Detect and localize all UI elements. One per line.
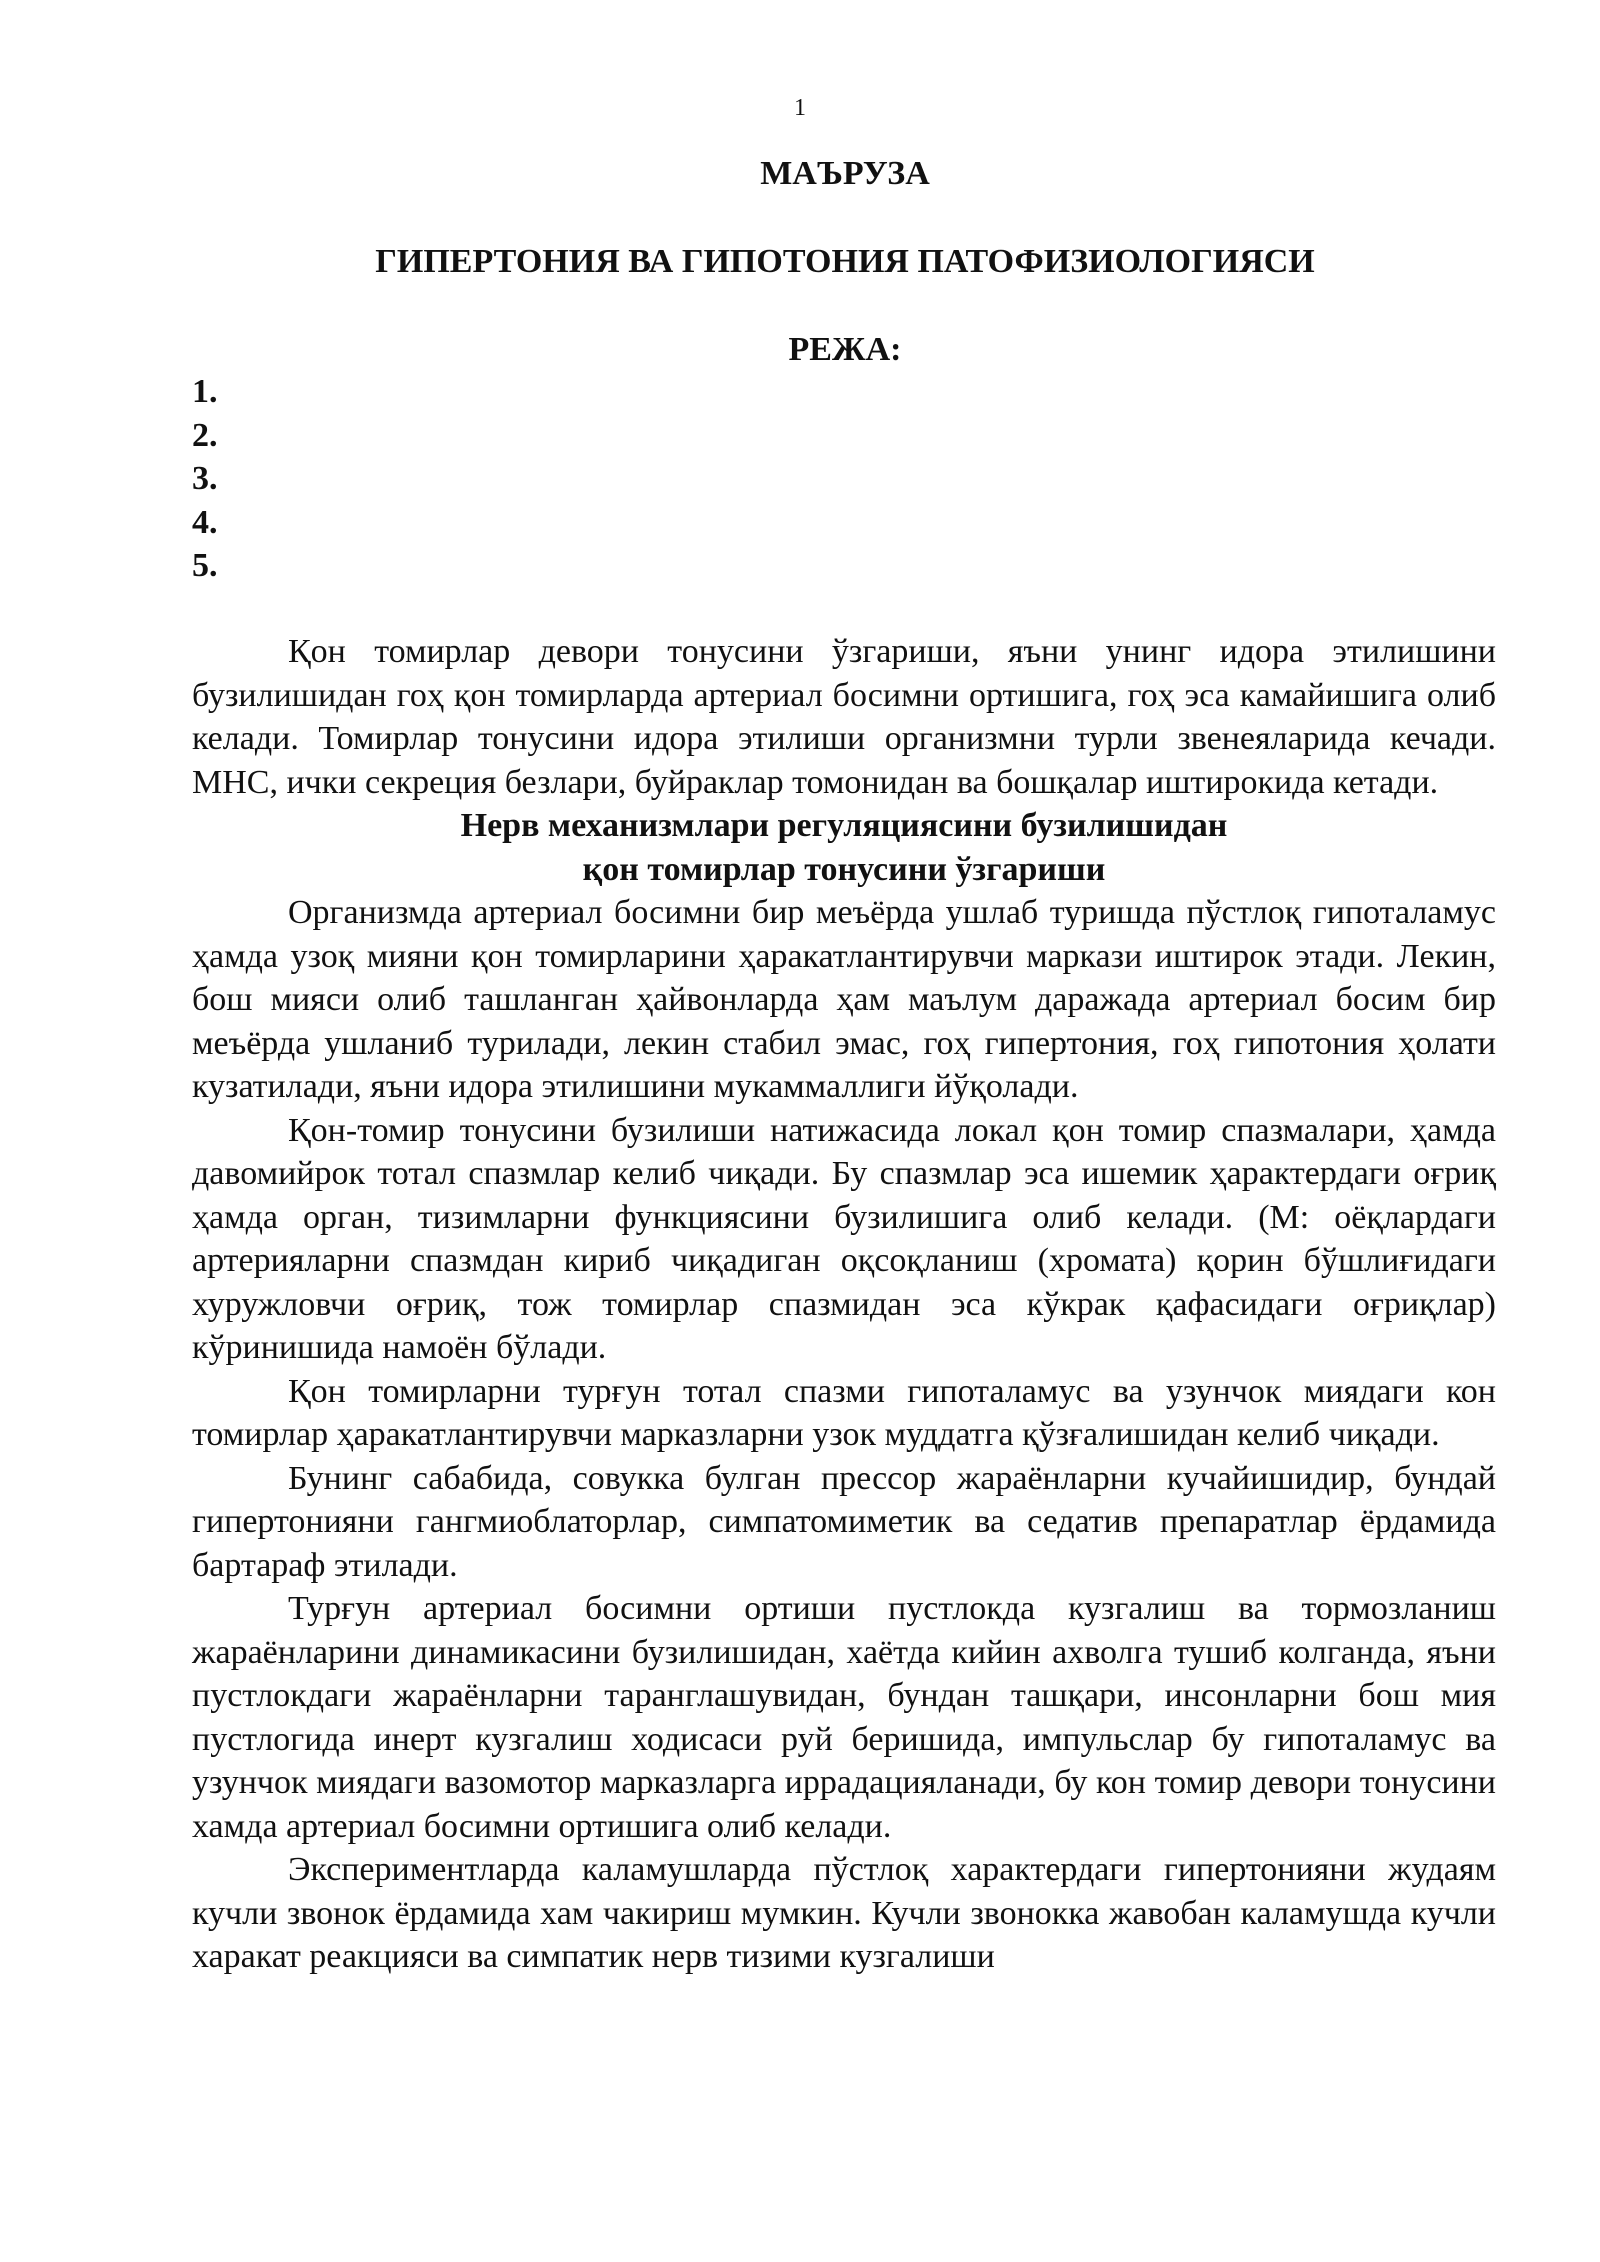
plan-item: 4. <box>192 503 218 541</box>
body-paragraph: Турғун артериал босимни ортиши пустлокда кузгалиш ва тормозланиш жараёнларини динамикасини бузилишидан, хаётда кийин ахволга тушиб колганда, яъни пустлокдаги жараёнларни таранглашувидан, бундан ташқари, инсонларни бош мия пустлогида инерт кузгалиш ходисаси руй беришида, импульслар бу гипоталамус ва узунчок миядаги вазомотор марказларга иррадацияланади, бу кон томир девори тонусини хамда артериал босимни ортишига олиб келади. <box>192 1590 1496 1845</box>
section-heading-line: қон томирлар тонусини ўзгариши <box>582 850 1106 888</box>
plan-item: 3. <box>192 460 218 497</box>
body-paragraph: Экспериментларда каламушларда пўстлоқ характердаги гипертонияни жудаям кучли звонок ёрдамида хам чакириш мумкин. Кучли звонокка жавобан каламушда кучли харакат реакцияси ва симпатик нерв тизими кузгалиши <box>192 1851 1496 1975</box>
plan-heading: РЕЖА: <box>788 331 902 368</box>
intro-paragraph: Қон томирлар девори тонусини ўзгариши, яъни унинг идора этилишини бузилишидан гоҳ қон томирларда артериал босимни ортишига, гоҳ эса камайишига олиб келади. Томирлар тонусини идора этилиши организмни турли звенеяларида кечади. МНС, ички секреция безлари, буйраклар томонидан ва бошқалар иштирокида кетади. <box>192 633 1496 801</box>
body-paragraph: Организмда артериал босимни бир меъёрда ушлаб туришда пўстлоқ гипоталамус ҳамда узоқ мияни қон томирларини ҳаракатлантирувчи маркази иштирок этади. Лекин, бош мияси олиб ташланган ҳайвонларда ҳам маълум даражада артериал босим бир меъёрда ушланиб турилади, лекин стабил эмас, гоҳ гипертония, гоҳ гипотония ҳолати кузатилади, яъни идора этилишини мукаммаллиги йўқолади. <box>192 894 1496 1105</box>
plan-item: 1. <box>192 373 218 410</box>
page-number: 1 <box>794 95 806 121</box>
plan-item: 2. <box>192 416 218 454</box>
plan-item: 5. <box>192 547 218 584</box>
lecture-title: МАЪРУЗА <box>760 155 930 192</box>
body-text <box>192 630 1496 1979</box>
section-heading <box>192 804 1496 891</box>
body-paragraph: Қон томирларни турғун тотал спазми гипоталамус ва узунчок миядаги кон томирлар ҳаракатлантирувчи марказларни узок муддатга қўзғалишидан келиб чиқади. <box>192 1372 1496 1453</box>
body-paragraph: Қон-томир тонусини бузилиши натижасида локал қон томир спазмалари, ҳамда давомийрок тотал спазмлар келиб чиқади. Бу спазмлар эса ишемик ҳарактердаги оғриқ ҳамда орган, тизимларни функциясини бузилишига олиб келади. (М: оёқлардаги артерияларни спазмдан кириб чиқадиган оқсоқланиш (хромата) қорин бўшлиғидаги хуружловчи оғриқ, тож томирлар спазмидан эса кўкрак қафасидаги оғриқлар) кўринишида намоён бўлади. <box>192 1111 1496 1366</box>
section-heading-line: Нерв механизмлари регуляциясини бузилишидан <box>460 807 1228 844</box>
lecture-subtitle: ГИПЕРТОНИЯ ВА ГИПОТОНИЯ ПАТОФИЗИОЛОГИЯСИ <box>375 243 1315 280</box>
plan-list <box>192 370 218 588</box>
body-paragraph: Бунинг сабабида, совукка булган прессор жараёнларни кучайишидир, бундай гипертонияни гангмиоблаторлар, симпатомиметик ва седатив препаратлар ёрдамида бартараф этилади. <box>192 1459 1496 1584</box>
